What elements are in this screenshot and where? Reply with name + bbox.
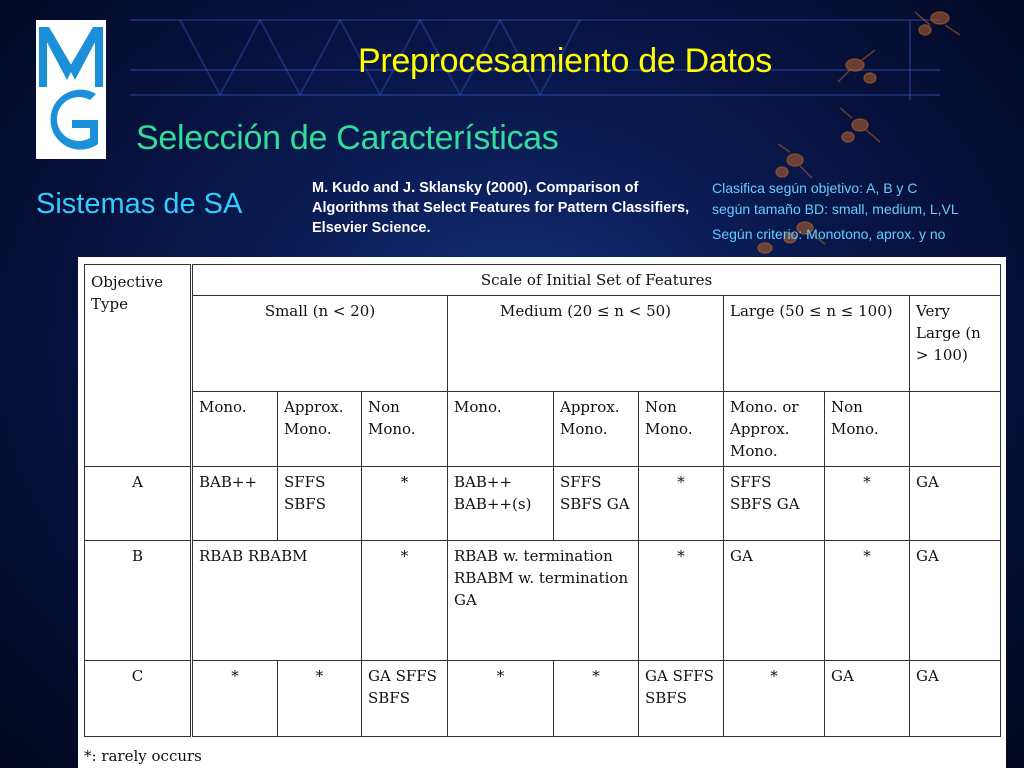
sub-non: Non Mono.	[362, 392, 448, 467]
cell: GA	[825, 661, 910, 737]
cell: *	[639, 541, 724, 661]
cell: GA SFFS SBFS	[362, 661, 448, 737]
slide-title: Preprocesamiento de Datos	[358, 42, 772, 80]
table-row	[85, 661, 1001, 737]
cell: RBAB w. termination RBABM w. termination GA	[448, 541, 639, 661]
cell: BAB++	[192, 467, 278, 541]
cell: SFFS SBFS GA	[554, 467, 639, 541]
cell: RBAB RBABM	[192, 541, 362, 661]
feature-selection-table-panel	[78, 257, 1006, 768]
objective-type-header: Objective Type	[85, 265, 192, 467]
group-large: Large (50 ≤ n ≤ 100)	[724, 296, 910, 392]
cell: *	[825, 467, 910, 541]
cell: *	[639, 467, 724, 541]
slide-subtitle: Selección de Características	[136, 119, 559, 157]
cell: *	[554, 661, 639, 737]
feature-selection-table	[84, 264, 1001, 737]
cell: *	[448, 661, 554, 737]
row-type: A	[85, 467, 192, 541]
row-type: B	[85, 541, 192, 661]
row-type: C	[85, 661, 192, 737]
group-small: Small (n < 20)	[192, 296, 448, 392]
cell: GA	[724, 541, 825, 661]
cell: *	[825, 541, 910, 661]
cell: GA	[910, 541, 1001, 661]
cell: GA	[910, 467, 1001, 541]
sub-mono: Mono.	[192, 392, 278, 467]
cell: *	[362, 467, 448, 541]
cell: SFFS SBFS	[278, 467, 362, 541]
note-line: Clasifica según objetivo: A, B y C	[712, 180, 918, 196]
table-row	[85, 541, 1001, 661]
section-label: Sistemas de SA	[36, 188, 243, 220]
cell: GA	[910, 661, 1001, 737]
cell: *	[192, 661, 278, 737]
cell: *	[362, 541, 448, 661]
cell: *	[278, 661, 362, 737]
mg-logo	[36, 20, 106, 159]
note-line: Según criterio: Monotono, aprox. y no	[712, 226, 946, 242]
table-footnote: *: rarely occurs	[84, 747, 202, 765]
cell: GA SFFS SBFS	[639, 661, 724, 737]
sub-mono: Mono.	[448, 392, 554, 467]
note-line: según tamaño BD: small, medium, L,VL	[712, 201, 959, 217]
scale-header: Scale of Initial Set of Features	[192, 265, 1001, 296]
group-medium: Medium (20 ≤ n < 50)	[448, 296, 724, 392]
sub-mono-or-approx: Mono. or Approx. Mono.	[724, 392, 825, 467]
sub-approx: Approx. Mono.	[278, 392, 362, 467]
cell: *	[724, 661, 825, 737]
cell: BAB++ BAB++(s)	[448, 467, 554, 541]
sub-non: Non Mono.	[825, 392, 910, 467]
classification-notes	[712, 178, 959, 245]
cell: SFFS SBFS GA	[724, 467, 825, 541]
sub-empty	[910, 392, 1001, 467]
sub-approx: Approx. Mono.	[554, 392, 639, 467]
reference-citation: M. Kudo and J. Sklansky (2000). Comparison of Algorithms that Select Features for Pattern Classifiers, Elsevier Science.	[312, 180, 690, 236]
table-row	[85, 467, 1001, 541]
group-very-large: Very Large (n > 100)	[910, 296, 1001, 392]
sub-non: Non Mono.	[639, 392, 724, 467]
